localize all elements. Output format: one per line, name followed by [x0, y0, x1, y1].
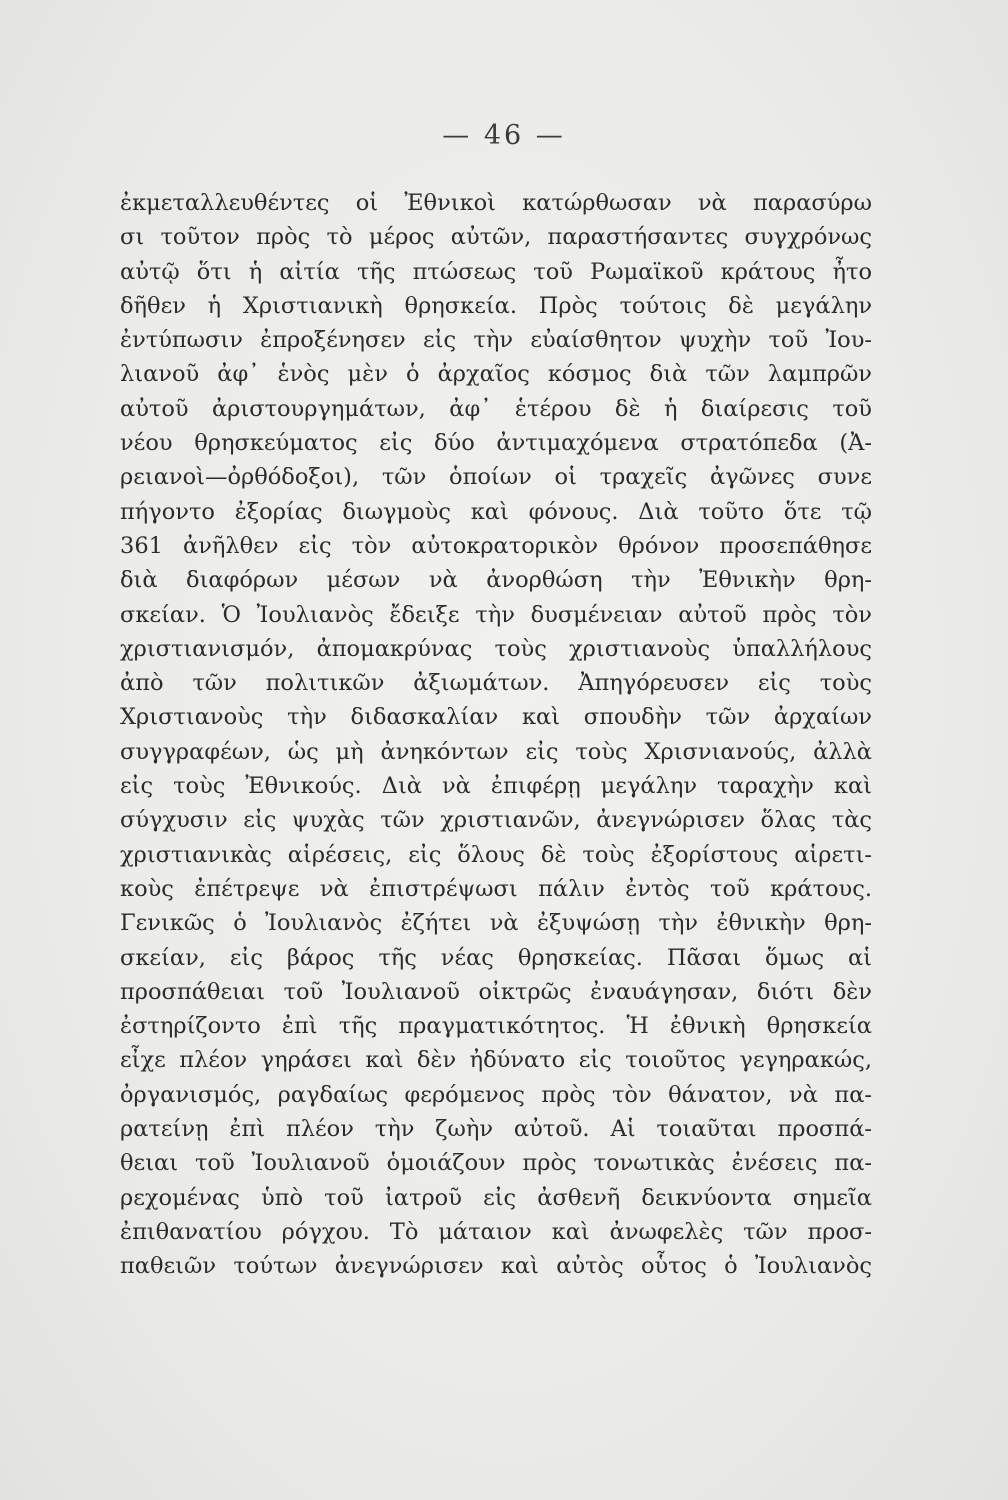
- text-line: ἀπὸ τῶν πολιτικῶν ἀξιωμάτων. Ἀπηγόρευσεν εἰς τοὺς: [120, 670, 872, 697]
- text-line: θειαι τοῦ Ἰουλιανοῦ ὁμοιάζουν πρὸς τονωτικὰς ἐνέσεις πα-: [120, 1150, 872, 1177]
- text-line: αὐτοῦ ἀριστουργημάτων, ἀφ᾽ ἑτέρου δὲ ἡ διαίρεσις τοῦ: [120, 395, 872, 422]
- text-line: συγγραφέων, ὡς μὴ ἀνηκόντων εἰς τοὺς Χρισνιανούς, ἀλλὰ: [120, 738, 872, 765]
- text-line: ἐστηρίζοντο ἐπὶ τῆς πραγματικότητος. Ἡ ἐθνικὴ θρησκεία: [120, 1013, 872, 1040]
- text-line: δῆθεν ἡ Χριστιανικὴ θρησκεία. Πρὸς τούτοις δὲ μεγάλην: [120, 292, 872, 319]
- text-line: ἐπιθανατίου ρόγχου. Τὸ μάταιον καὶ ἀνωφελὲς τῶν προσ-: [120, 1218, 872, 1245]
- body-text: [120, 186, 872, 1284]
- text-line: πήγοντο ἐξορίας διωγμοὺς καὶ φόνους. Διὰ τοῦτο ὅτε τῷ: [120, 498, 872, 525]
- text-line: ὀργανισμός, ραγδαίως φερόμενος πρὸς τὸν θάνατον, νὰ πα-: [120, 1081, 872, 1108]
- text-line: κοὺς ἐπέτρεψε νὰ ἐπιστρέψωσι πάλιν ἐντὸς τοῦ κράτους.: [120, 875, 872, 902]
- text-line: σύγχυσιν εἰς ψυχὰς τῶν χριστιανῶν, ἀνεγνώρισεν ὅλας τὰς: [120, 807, 872, 834]
- text-line: χριστιανικὰς αἱρέσεις, εἰς ὅλους δὲ τοὺς ἐξορίστους αἱρετι-: [120, 841, 872, 868]
- text-line: χριστιανισμόν, ἀπομακρύνας τοὺς χριστιανοὺς ὑπαλλήλους: [120, 635, 872, 662]
- text-line: Χριστιανοὺς τὴν διδασκαλίαν καὶ σπουδὴν τῶν ἀρχαίων: [120, 704, 872, 731]
- text-line: σκείαν. Ὁ Ἰουλιανὸς ἔδειξε τὴν δυσμένειαν αὐτοῦ πρὸς τὸν: [120, 601, 872, 628]
- text-line: Γενικῶς ὁ Ἰουλιανὸς ἐζήτει νὰ ἐξυψώσῃ τὴν ἐθνικὴν θρη-: [120, 910, 872, 937]
- text-line: ρατείνῃ ἐπὶ πλέον τὴν ζωὴν αὐτοῦ. Αἱ τοιαῦται προσπά-: [120, 1116, 872, 1143]
- text-line: ρειανοὶ—ὀρθόδοξοι), τῶν ὁποίων οἱ τραχεῖς ἀγῶνες συνε: [120, 464, 872, 491]
- page-number: — 46 —: [442, 120, 566, 151]
- text-line: εἰς τοὺς Ἐθνικούς. Διὰ νὰ ἐπιφέρῃ μεγάλην ταραχὴν καὶ: [120, 773, 872, 800]
- text-line: λιανοῦ ἀφ᾽ ἑνὸς μὲν ὁ ἀρχαῖος κόσμος διὰ τῶν λαμπρῶν: [120, 361, 872, 388]
- text-line: σκείαν, εἰς βάρος τῆς νέας θρησκείας. Πᾶσαι ὅμως αἱ: [120, 944, 872, 971]
- text-line: ἐντύπωσιν ἐπροξένησεν εἰς τὴν εὐαίσθητον ψυχὴν τοῦ Ἰου-: [120, 327, 872, 354]
- text-line: αὐτῷ ὅτι ἡ αἰτία τῆς πτώσεως τοῦ Ρωμαϊκοῦ κράτους ἦτο: [120, 258, 872, 285]
- text-line: ρεχομένας ὑπὸ τοῦ ἰατροῦ εἰς ἀσθενῆ δεικνύοντα σημεῖα: [120, 1184, 872, 1211]
- text-line: προσπάθειαι τοῦ Ἰουλιανοῦ οἰκτρῶς ἐναυάγησαν, διότι δὲν: [120, 978, 872, 1005]
- text-line: εἶχε πλέον γηράσει καὶ δὲν ἠδύνατο εἰς τοιοῦτος γεγηρακώς,: [120, 1047, 872, 1074]
- text-line: σι τοῦτον πρὸς τὸ μέρος αὐτῶν, παραστήσαντες συγχρόνως: [120, 224, 872, 251]
- text-line: διὰ διαφόρων μέσων νὰ ἀνορθώση τὴν Ἐθνικὴν θρη-: [120, 567, 872, 594]
- text-line: ἐκμεταλλευθέντες οἱ Ἐθνικοὶ κατώρθωσαν νὰ παρασύρω: [120, 190, 872, 216]
- text-line: παθειῶν τούτων ἀνεγνώρισεν καὶ αὐτὸς οὗτος ὁ Ἰουλιανὸς: [120, 1253, 872, 1280]
- text-line: 361 ἀνῆλθεν εἰς τὸν αὐτοκρατορικὸν θρόνον προσεπάθησε: [120, 532, 872, 559]
- text-line: νέου θρησκεύματος εἰς δύο ἀντιμαχόμενα στρατόπεδα (Ἀ-: [120, 430, 872, 457]
